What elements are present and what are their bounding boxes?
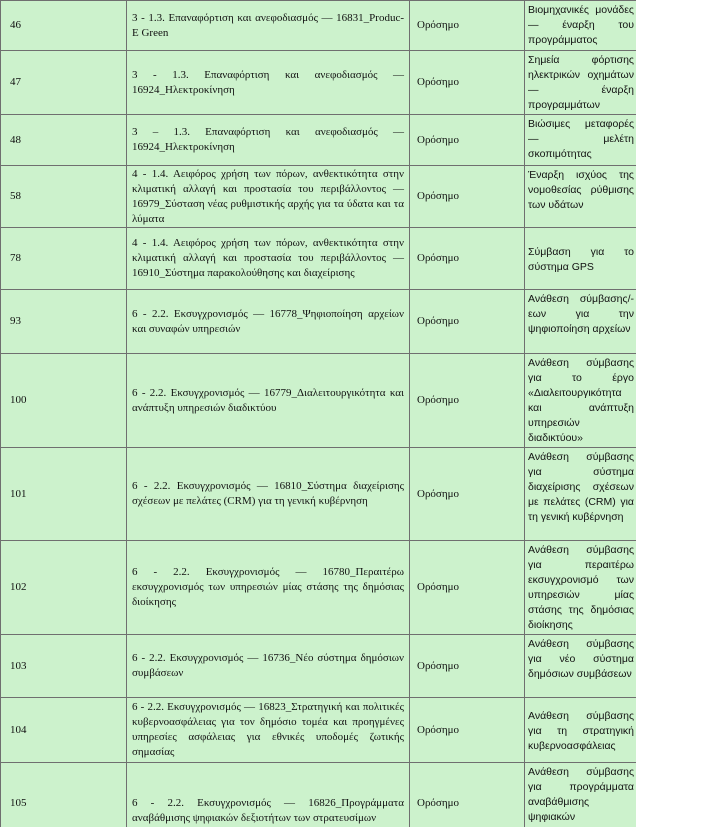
milestone-name-cell: Ανάθεση σύμβασης για προγράμματα αναβάθμισης ψηφιακών [525, 763, 637, 827]
measure-description-cell: 6 - 2.2. Εκσυγχρονισμός — 16736_Νέο σύστημα δημόσιων συμβάσεων [127, 635, 410, 698]
table-row [1, 1, 637, 51]
milestone-name-cell: Ανάθεση σύμβασης για νέο σύστημα δημόσιων συμβάσεων [525, 635, 637, 698]
milestone-type-cell: Ορόσημο [410, 228, 525, 290]
table-row [1, 166, 637, 228]
milestone-type-cell: Ορόσημο [410, 448, 525, 541]
measure-description-cell: 3 - 1.3. Επαναφόρτιση και ανεφοδιασμός — 16924_Ηλεκτροκίνηση [127, 51, 410, 115]
row-number-cell: 104 [1, 698, 127, 763]
table-row [1, 51, 637, 115]
measure-description-cell: 3 – 1.3. Επαναφόρτιση και ανεφοδιασμός — 16924_Ηλεκτροκίνηση [127, 115, 410, 166]
measure-description-cell: 6 - 2.2. Εκσυγχρονισμός — 16810_Σύστημα διαχείρισης σχέσεων με πελάτες (CRM) για τη γενική κυβέρνηση [127, 448, 410, 541]
measure-description-cell: 6 - 2.2. Εκσυγχρονισμός — 16826_Προγράμματα αναβάθμισης ψηφιακών δεξιοτήτων των στρατευσίμων [127, 763, 410, 827]
milestone-type-cell: Ορόσημο [410, 290, 525, 354]
milestone-name-cell: Βιώσιμες μεταφορές — μελέτη σκοπιμότητας [525, 115, 637, 166]
row-number-cell: 101 [1, 448, 127, 541]
row-number-cell: 105 [1, 763, 127, 827]
milestone-type-cell: Ορόσημο [410, 166, 525, 228]
table-row [1, 635, 637, 698]
measure-description-cell: 4 - 1.4. Αειφόρος χρήση των πόρων, ανθεκτικότητα στην κλιματική αλλαγή και προστασία του περιβάλλοντος — 16910_Σύστημα παρακολούθησης και διαχείρισης [127, 228, 410, 290]
table-row [1, 763, 637, 827]
milestone-name-cell: Ανάθεση σύμβασης/-εων για την ψηφιοποίηση αρχείων [525, 290, 637, 354]
row-number-cell: 48 [1, 115, 127, 166]
milestone-name-cell: Ανάθεση σύμβασης για περαιτέρω εκσυγχρονισμό των υπηρεσιών μίας στάσης της δημόσιας διοίκησης [525, 541, 637, 635]
measure-description-cell: 6 - 2.2. Εκσυγχρονισμός — 16779_Διαλειτουργικότητα και ανάπτυξη υπηρεσιών διαδικτύου [127, 354, 410, 448]
table-row [1, 698, 637, 763]
table-row [1, 541, 637, 635]
row-number-cell: 46 [1, 1, 127, 51]
row-number-cell: 100 [1, 354, 127, 448]
row-number-cell: 102 [1, 541, 127, 635]
table-row [1, 290, 637, 354]
milestone-name-cell: Έναρξη ισχύος της νομοθεσίας ρύθμισης των υδάτων [525, 166, 637, 228]
milestone-name-cell: Ανάθεση σύμβασης για το έργο «Διαλειτουργικότητα και ανάπτυξη υπηρεσιών διαδικτύου» [525, 354, 637, 448]
row-number-cell: 47 [1, 51, 127, 115]
milestone-type-cell: Ορόσημο [410, 698, 525, 763]
milestone-type-cell: Ορόσημο [410, 635, 525, 698]
milestone-type-cell: Ορόσημο [410, 1, 525, 51]
milestone-type-cell: Ορόσημο [410, 51, 525, 115]
milestone-name-cell: Ανάθεση σύμβασης για σύστημα διαχείρισης σχέσεων με πελάτες (CRM) για τη γενική κυβέρνηση [525, 448, 637, 541]
milestone-type-cell: Ορόσημο [410, 763, 525, 827]
table-row [1, 228, 637, 290]
milestone-type-cell: Ορόσημο [410, 354, 525, 448]
measure-description-cell: 6 - 2.2. Εκσυγχρονισμός — 16778_Ψηφιοποίηση αρχείων και συναφών υπηρεσιών [127, 290, 410, 354]
table-row [1, 354, 637, 448]
milestone-name-cell: Σύμβαση για το σύστημα GPS [525, 228, 637, 290]
milestone-name-cell: Σημεία φόρτισης ηλεκτρικών οχημάτων — έναρξη προγραμμάτων [525, 51, 637, 115]
measure-description-cell: 3 - 1.3. Επαναφόρτιση και ανεφοδιασμός — 16831_Produc-E Green [127, 1, 410, 51]
row-number-cell: 103 [1, 635, 127, 698]
row-number-cell: 58 [1, 166, 127, 228]
measure-description-cell: 6 - 2.2. Εκσυγχρονισμός — 16780_Περαιτέρω εκσυγχρονισμός των υπηρεσιών μίας στάσης της δημόσιας διοίκησης [127, 541, 410, 635]
row-number-cell: 78 [1, 228, 127, 290]
milestone-type-cell: Ορόσημο [410, 115, 525, 166]
table-row [1, 115, 637, 166]
table-row [1, 448, 637, 541]
measure-description-cell: 4 - 1.4. Αειφόρος χρήση των πόρων, ανθεκτικότητα στην κλιματική αλλαγή και προστασία του περιβάλλοντος — 16979_Σύσταση νέας ρυθμιστικής αρχής για τα ύδατα και τα λύματα [127, 166, 410, 228]
milestone-name-cell: Ανάθεση σύμβασης για τη στρατηγική κυβερνοασφάλειας [525, 698, 637, 763]
row-number-cell: 93 [1, 290, 127, 354]
milestone-type-cell: Ορόσημο [410, 541, 525, 635]
measure-description-cell: 6 - 2.2. Εκσυγχρονισμός — 16823_Στρατηγική και πολιτικές κυβερνοασφάλειας για τον δημόσιο τομέα και προηγμένες υπηρεσίες ασφάλειας για εθνικές υποδομές ζωτικής σημασίας [127, 698, 410, 763]
milestone-name-cell: Βιομηχανικές μονάδες — έναρξη του προγράμματος [525, 1, 637, 51]
